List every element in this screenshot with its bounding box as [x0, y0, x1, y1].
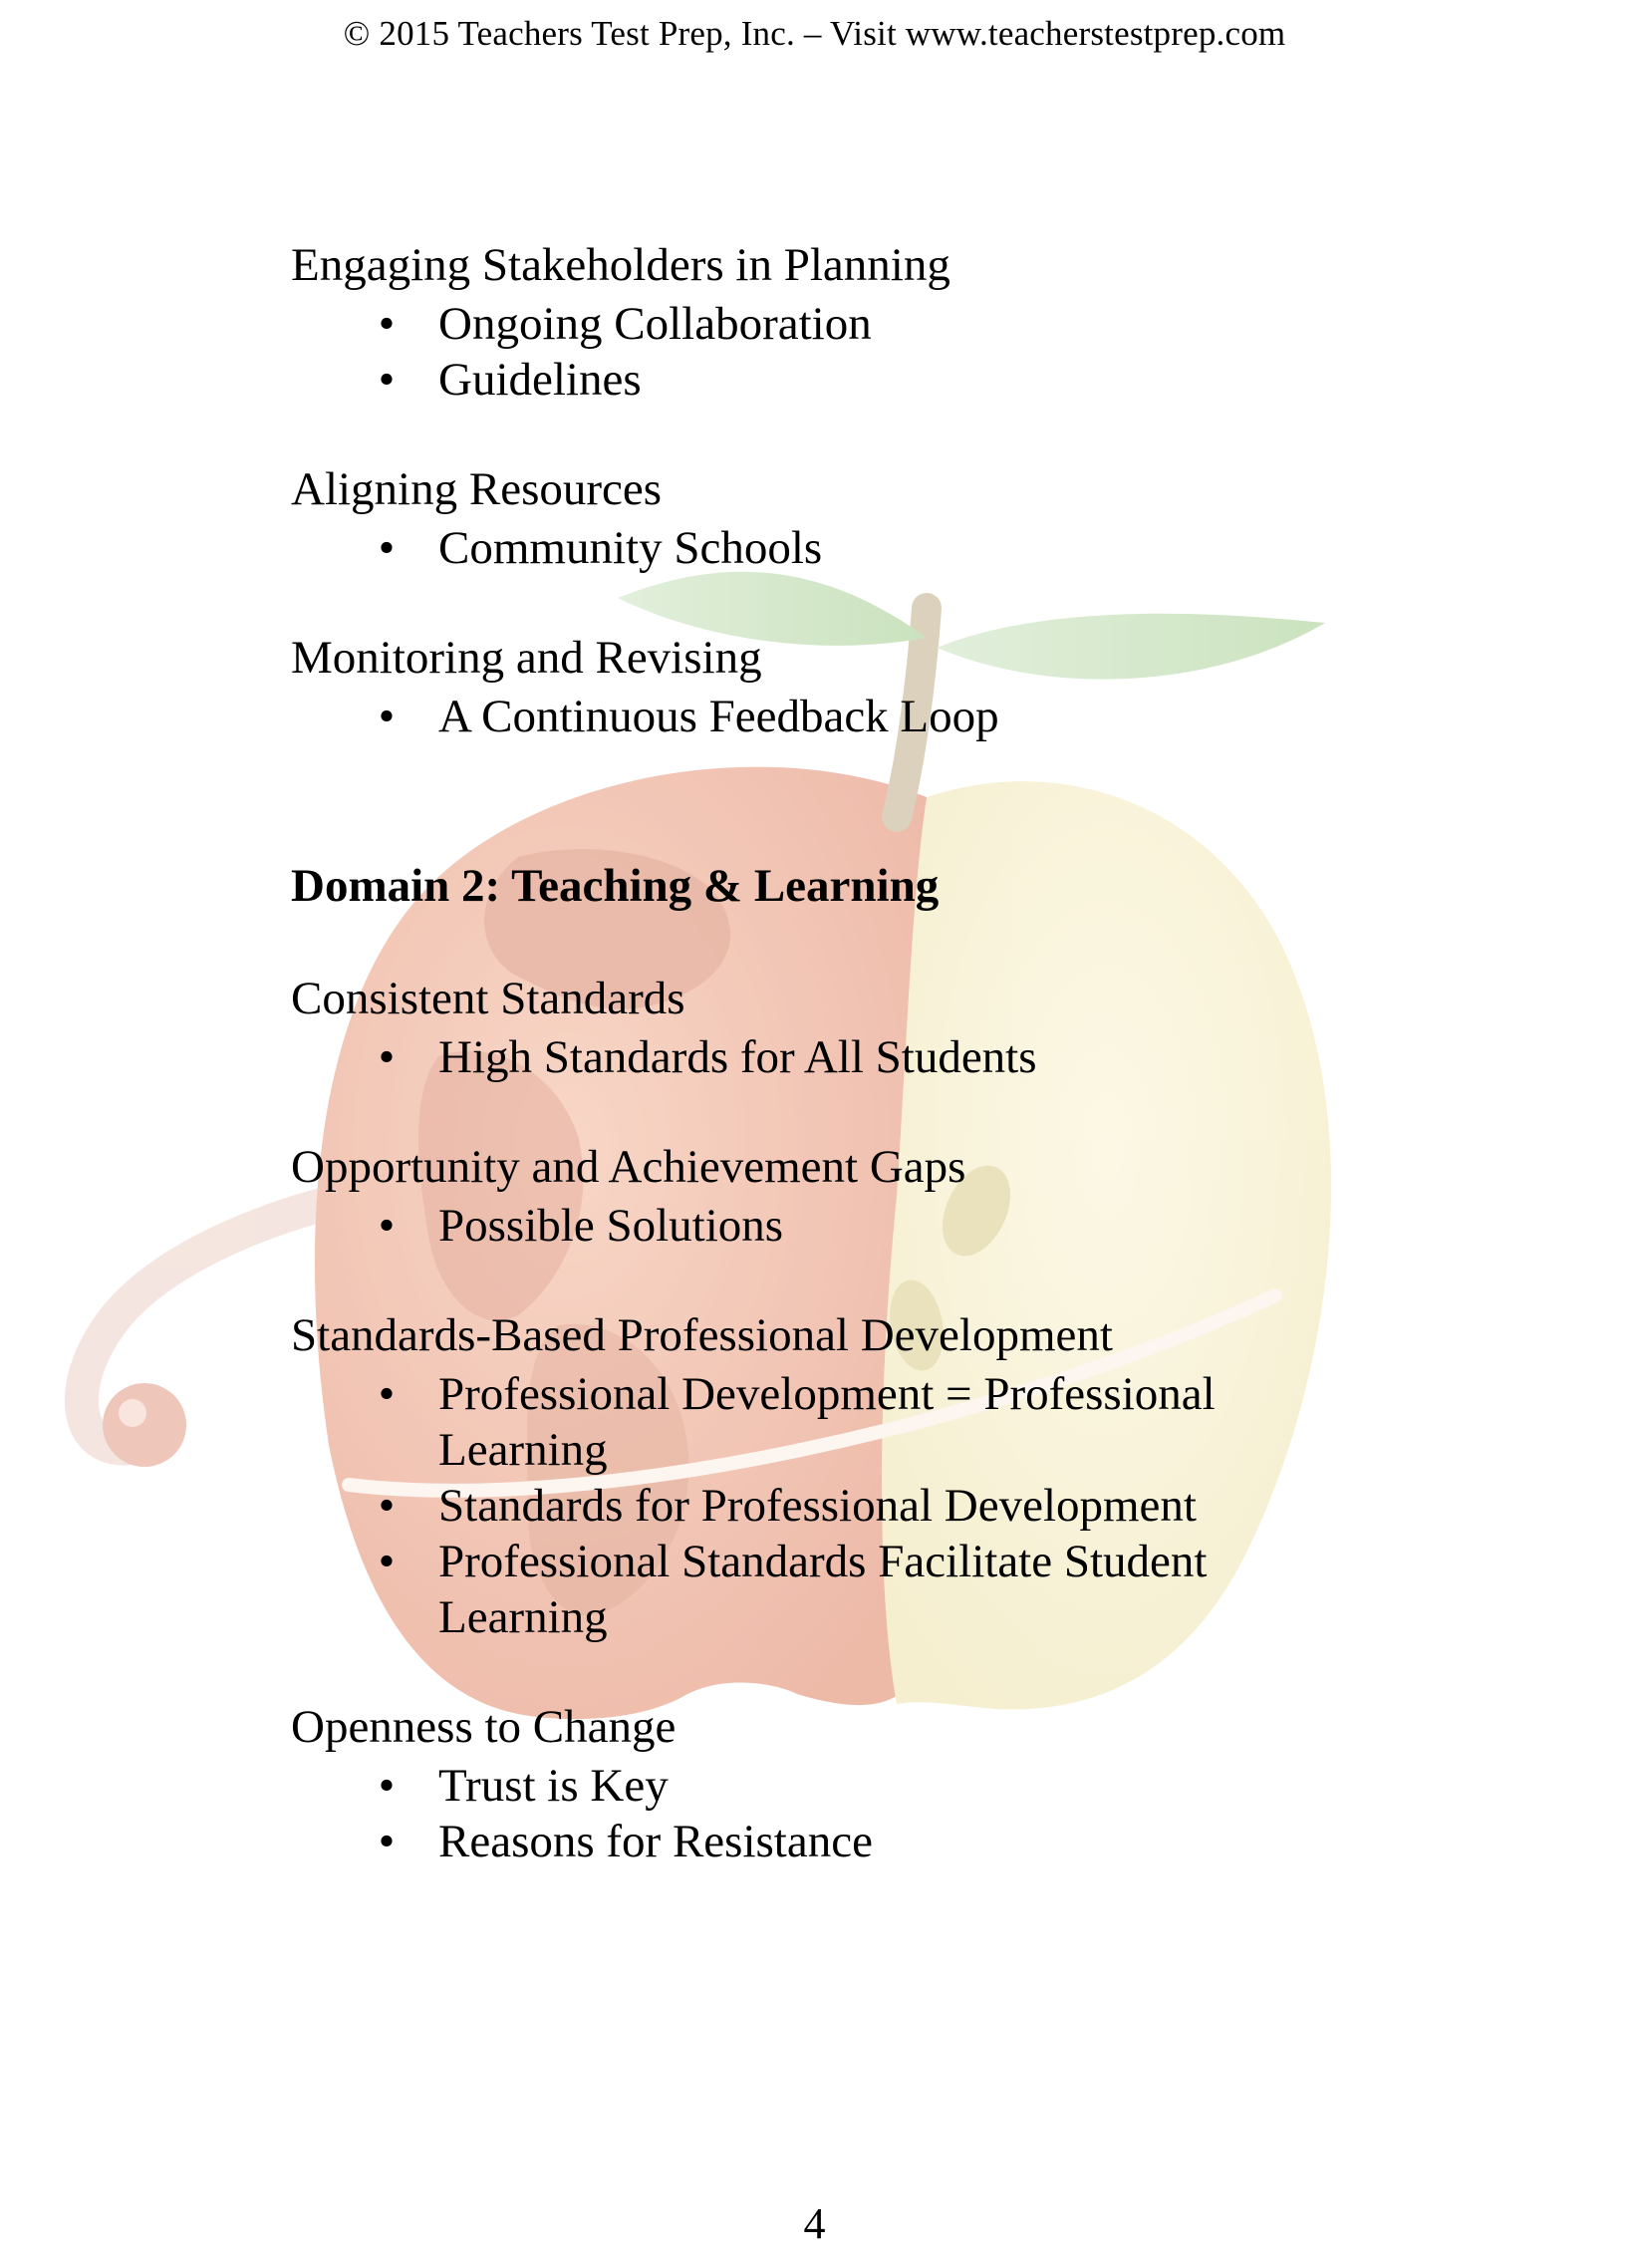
- bullet-icon: •: [378, 691, 396, 742]
- list-item-text: Standards for Professional Development: [438, 1480, 1197, 1532]
- bullet-icon: •: [378, 1816, 396, 1867]
- section-heading: Standards-Based Professional Development: [291, 1309, 1113, 1361]
- outline-section: [291, 459, 1347, 576]
- page-number: 4: [803, 2199, 826, 2248]
- bullet-list: [291, 1366, 1347, 1645]
- bullet-list: [291, 689, 1347, 744]
- list-item: [291, 1198, 1347, 1254]
- list-item-text: Ongoing Collaboration: [438, 298, 872, 350]
- bullet-icon: •: [378, 1031, 396, 1083]
- list-item: [291, 352, 1347, 408]
- section-heading: Consistent Standards: [291, 973, 685, 1024]
- domain-section: [291, 856, 1347, 917]
- section-heading: Engaging Stakeholders in Planning: [291, 239, 950, 291]
- bullet-icon: •: [378, 1536, 396, 1587]
- section-heading: Aligning Resources: [291, 463, 663, 515]
- list-item-text: Trust is Key: [438, 1760, 669, 1812]
- list-item-text: High Standards for All Students: [438, 1031, 1037, 1083]
- outline-content: [291, 235, 1347, 1869]
- bullet-icon: •: [378, 1760, 396, 1812]
- section-heading: Openness to Change: [291, 1701, 677, 1753]
- list-item: [291, 1534, 1347, 1645]
- outline-section: [291, 628, 1347, 744]
- list-item: [291, 1366, 1347, 1478]
- bullet-list: [291, 1029, 1347, 1085]
- section-heading: Opportunity and Achievement Gaps: [291, 1141, 966, 1193]
- list-item-text: Reasons for Resistance: [438, 1816, 873, 1867]
- list-item-text: Possible Solutions: [438, 1200, 784, 1252]
- list-item-text: Guidelines: [438, 354, 642, 406]
- bullet-icon: •: [378, 354, 396, 406]
- list-item: [291, 1029, 1347, 1085]
- bullet-list: [291, 296, 1347, 408]
- outline-section: [291, 969, 1347, 1085]
- list-item: [291, 1478, 1347, 1534]
- bullet-list: [291, 520, 1347, 576]
- bullet-icon: •: [378, 1368, 396, 1420]
- list-item-text: Professional Standards Facilitate Student Learning: [438, 1536, 1208, 1643]
- bullet-list: [291, 1198, 1347, 1254]
- bullet-icon: •: [378, 1200, 396, 1252]
- list-item: [291, 520, 1347, 576]
- bullet-icon: •: [378, 298, 396, 350]
- copyright-header: © 2015 Teachers Test Prep, Inc. – Visit www.teacherstestprep.com: [343, 14, 1286, 53]
- outline-section: [291, 235, 1347, 408]
- list-item: [291, 1814, 1347, 1869]
- outline-section: [291, 1697, 1347, 1869]
- domain-heading: Domain 2: Teaching & Learning: [291, 860, 940, 912]
- section-heading: Monitoring and Revising: [291, 632, 762, 684]
- bullet-icon: •: [378, 1480, 396, 1532]
- list-item-text: A Continuous Feedback Loop: [438, 691, 999, 742]
- bullet-icon: •: [378, 522, 396, 574]
- list-item: [291, 1758, 1347, 1814]
- list-item-text: Professional Development = Professional Learning: [438, 1368, 1216, 1476]
- list-item-text: Community Schools: [438, 522, 823, 574]
- bullet-list: [291, 1758, 1347, 1869]
- outline-section: [291, 1137, 1347, 1254]
- list-item: [291, 689, 1347, 744]
- outline-section: [291, 1305, 1347, 1645]
- list-item: [291, 296, 1347, 352]
